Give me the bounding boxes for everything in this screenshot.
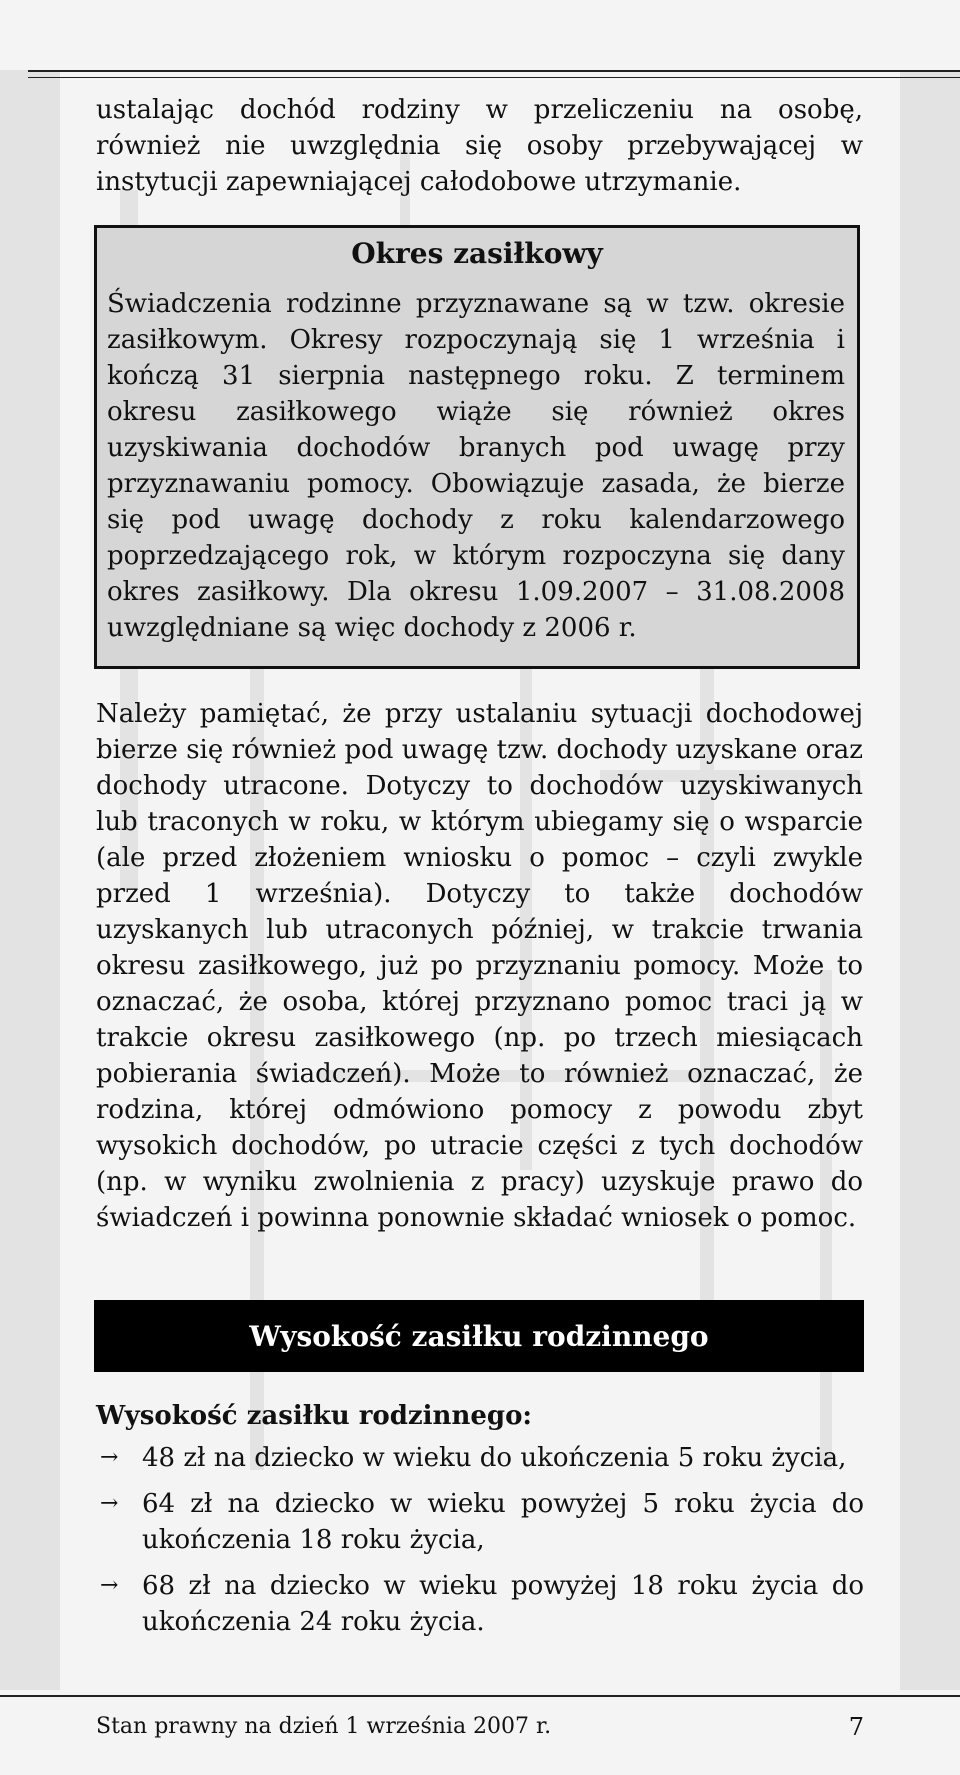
- info-box: [94, 225, 860, 669]
- list-item: [96, 1486, 864, 1558]
- benefit-list: [96, 1440, 864, 1650]
- page-number: 7: [848, 1713, 864, 1741]
- right-arrow-icon: →: [100, 1445, 119, 1470]
- top-rule-thin: [28, 77, 960, 78]
- list-item-text: 68 zł na dziecko w wieku powyżej 18 roku życia do ukończenia 24 roku życia.: [142, 1571, 864, 1637]
- top-rule: [28, 70, 960, 72]
- list-item: [96, 1440, 864, 1476]
- main-paragraph: Należy pamiętać, że przy ustalaniu sytuacji dochodowej bierze się również pod uwagę tzw. dochody uzyskane oraz dochody utracone. Dotyczy to dochodów uzyskiwanych lub traconych w roku, w którym ubiegamy się o wsparcie (ale przed złożeniem wniosku o pomoc – czyli zwykle przed 1 września). Dotyczy to także dochodów uzyskanych lub utraconych później, w trakcie trwania okresu zasiłkowego, już po przyznaniu pomocy. Może to oznaczać, że osoba, której przyznano pomoc traci ją w trakcie okresu zasiłkowego (np. po trzech miesiącach pobierania świadczeń). Może to również oznaczać, że rodzina, której odmówiono pomocy z powodu zbyt wysokich dochodów, po utracie części z tych dochodów (np. w wyniku zwolnienia z pracy) uzyskuje prawo do świadczeń i powinna ponownie składać wniosek o pomoc.: [96, 699, 863, 1233]
- list-item: [96, 1568, 864, 1640]
- list-item-text: 48 zł na dziecko w wieku do ukończenia 5 roku życia,: [142, 1443, 847, 1473]
- box-title: Okres zasiłkowy: [351, 237, 603, 270]
- subheading: Wysokość zasiłku rodzinnego:: [96, 1401, 533, 1431]
- intro-paragraph: ustalając dochód rodziny w przeliczeniu na osobę, również nie uwzględnia się osoby przebywającej w instytucji zapewniającej całodobowe utrzymanie.: [96, 95, 863, 197]
- list-item-text: 64 zł na dziecko w wieku powyżej 5 roku życia do ukończenia 18 roku życia,: [142, 1489, 864, 1555]
- footer-text: Stan prawny na dzień 1 września 2007 r.: [96, 1714, 552, 1739]
- section-banner: Wysokość zasiłku rodzinnego: [94, 1300, 864, 1372]
- right-arrow-icon: →: [100, 1573, 119, 1598]
- footer-rule: [0, 1695, 960, 1697]
- box-text: Świadczenia rodzinne przyznawane są w tzw. okresie zasiłkowym. Okresy rozpoczynają się 1 września i kończą 31 sierpnia następnego roku. Z terminem okresu zasiłkowego wiąże się również okres uzyskiwania dochodów branych pod uwagę przy przyznawaniu pomocy. Obowiązuje zasada, że bierze się pod uwagę dochody z roku kalendarzowego poprzedzającego rok, w którym rozpoczyna się dany okres zasiłkowy. Dla okresu 1.09.2007 – 31.08.2008 uwzględniane są więc dochody z 2006 r.: [107, 289, 845, 643]
- right-arrow-icon: →: [100, 1491, 119, 1516]
